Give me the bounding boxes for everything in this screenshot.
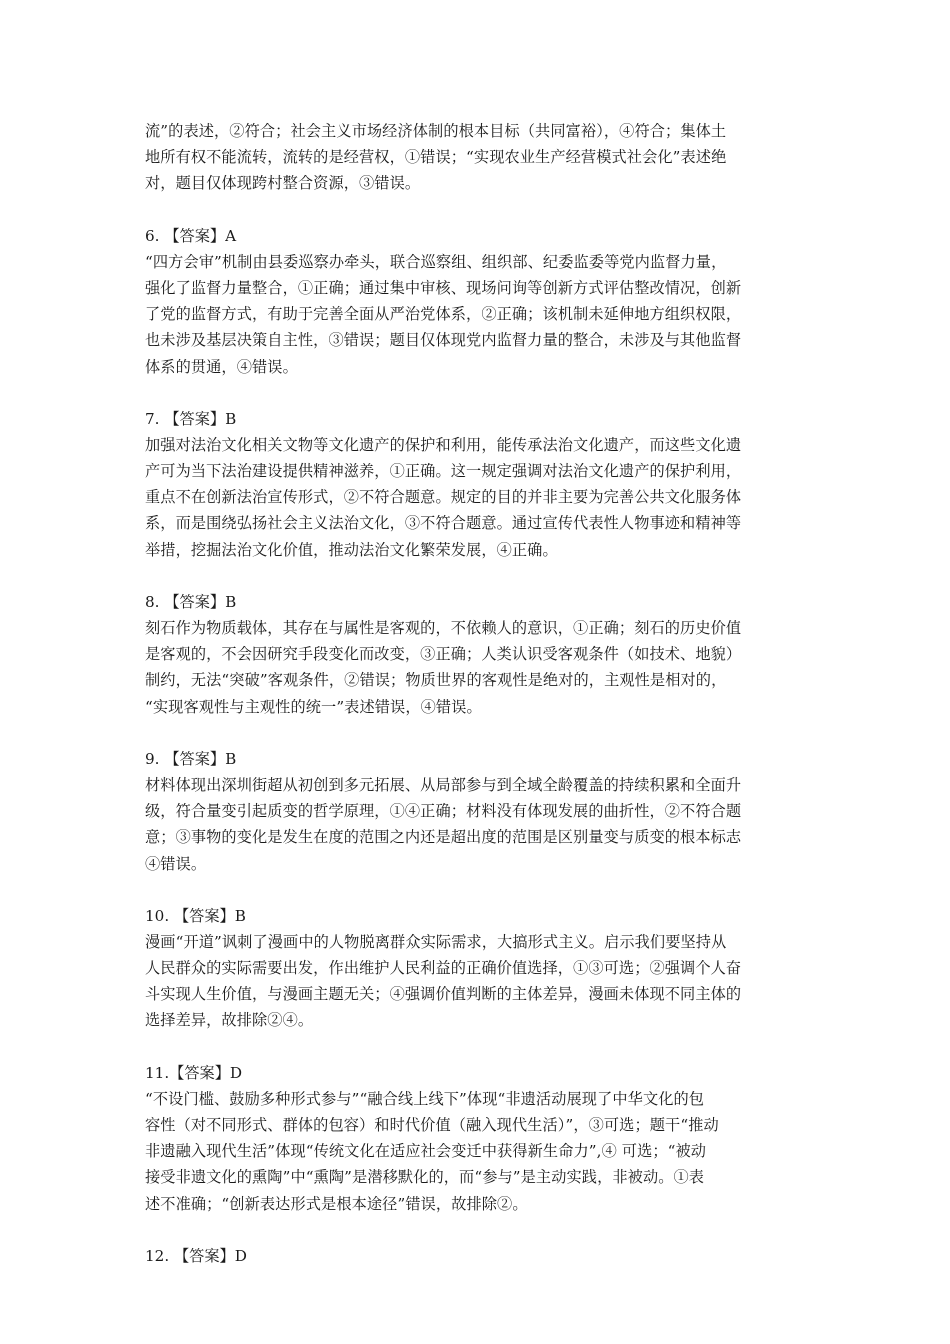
answer-item-11 [145, 1060, 815, 1217]
explanation-line: ④错误。 [145, 854, 207, 873]
explanation-line: 接受非遗文化的熏陶”中“熏陶”是潜移默化的，而“参与”是主动实践，非被动。①表 [145, 1168, 705, 1187]
answer-item-10 [145, 903, 815, 1034]
answer-heading: 7. 【答案】B [145, 409, 237, 428]
explanation-line: 了党的监督方式，有助于完善全面从严治党体系，②正确；该机制未延伸地方组织权限， [145, 305, 742, 324]
explanation-line: 也未涉及基层决策自主性，③错误；题目仅体现党内监督力量的整合，未涉及与其他监督 [145, 331, 742, 350]
explanation-line: 举措，挖掘法治文化价值，推动法治文化繁荣发展，④正确。 [145, 540, 558, 559]
answer-heading: 9. 【答案】B [145, 749, 237, 768]
explanation-line: 加强对法治文化相关文物等文化遗产的保护和利用，能传承法治文化遗产，而这些文化遗 [145, 435, 742, 454]
explanation-line: 是客观的，不会因研究手段变化而改变，③正确；人类认识受客观条件（如技术、地貌） [145, 645, 742, 664]
explanation-line: 斗实现人生价值，与漫画主题无关；④强调价值判断的主体差异，漫画未体现不同主体的 [145, 985, 742, 1004]
explanation-line: 体系的贯通，④错误。 [145, 357, 298, 376]
document-page [145, 118, 815, 1269]
explanation-line: 强化了监督力量整合，①正确；通过集中审核、现场问询等创新方式评估整改情况，创新 [145, 278, 742, 297]
paragraph-gap [145, 1034, 815, 1060]
answer-heading: 10. 【答案】B [145, 906, 246, 925]
answer-item-9 [145, 746, 815, 877]
explanation-line: 材料体现出深圳街超从初创到多元拓展、从局部参与到全域全龄覆盖的持续积累和全面升 [145, 775, 742, 794]
explanation-line: 产可为当下法治建设提供精神滋养，①正确。这一规定强调对法治文化遗产的保护利用， [145, 462, 742, 481]
answer-item-12 [145, 1243, 815, 1269]
explanation-line: 系，而是围绕弘扬社会主义法治文化，③不符合题意。通过宣传代表性人物事迹和精神等 [145, 514, 742, 533]
text-line: 流”的表述，②符合；社会主义市场经济体制的根本目标（共同富裕），④符合；集体土 [145, 122, 727, 140]
explanation-line: “不设门槛、鼓励多种形式参与”“融合线上线下”体现“非遗活动展现了中华文化的包 [145, 1089, 705, 1108]
paragraph-gap [145, 563, 815, 589]
answer-item-7 [145, 406, 815, 563]
explanation-line: 重点不在创新法治宣传形式，②不符合题意。规定的目的并非主要为完善公共文化服务体 [145, 488, 742, 507]
explanation-line: 漫画“开道”讽刺了漫画中的人物脱离群众实际需求，大搞形式主义。启示我们要坚持从 [145, 932, 727, 951]
text-line: 对，题目仅体现跨村整合资源，③错误。 [145, 174, 421, 193]
explanation-line: 容性（对不同形式、群体的包容）和时代价值（融入现代生活）”，③可选；题干“推动 [145, 1116, 719, 1134]
explanation-line: 人民群众的实际需要出发，作出维护人民利益的正确价值选择，①③可选；②强调个人奋 [145, 959, 742, 978]
intro-paragraph [145, 118, 815, 197]
answer-heading: 11.【答案】D [145, 1063, 243, 1082]
explanation-line: “实现客观性与主观性的统一”表述错误，④错误。 [145, 697, 482, 716]
explanation-line: 述不准确；“创新表达形式是根本途径”错误，故排除②。 [145, 1194, 528, 1213]
explanation-line: “四方会审”机制由县委巡察办牵头，联合巡察组、组织部、纪委监委等党内监督力量， [145, 252, 727, 271]
answer-item-6 [145, 223, 815, 380]
paragraph-gap [145, 877, 815, 903]
explanation-line: 意；③事物的变化是发生在度的范围之内还是超出度的范围是区别量变与质变的根本标志 [145, 828, 742, 847]
answer-heading: 8. 【答案】B [145, 592, 237, 611]
text-line: 地所有权不能流转，流转的是经营权，①错误；“实现农业生产经营模式社会化”表述绝 [145, 148, 727, 167]
answer-item-8 [145, 589, 815, 720]
answer-heading: 12. 【答案】D [145, 1246, 247, 1265]
explanation-line: 制约，无法“突破”客观条件，②错误；物质世界的客观性是绝对的，主观性是相对的， [145, 671, 727, 690]
answer-heading: 6. 【答案】A [145, 226, 237, 245]
explanation-line: 非遗融入现代生活”体现“传统文化在适应社会变迁中获得新生命力”,④ 可选；“被动 [145, 1142, 707, 1161]
paragraph-gap [145, 1217, 815, 1243]
explanation-line: 级，符合量变引起质变的哲学原理，①④正确；材料没有体现发展的曲折性，②不符合题 [145, 802, 742, 821]
explanation-line: 选择差异，故排除②④。 [145, 1011, 314, 1030]
paragraph-gap [145, 380, 815, 406]
explanation-line: 刻石作为物质载体，其存在与属性是客观的，不依赖人的意识，①正确；刻石的历史价值 [145, 619, 742, 637]
paragraph-gap [145, 720, 815, 746]
paragraph-gap [145, 197, 815, 223]
